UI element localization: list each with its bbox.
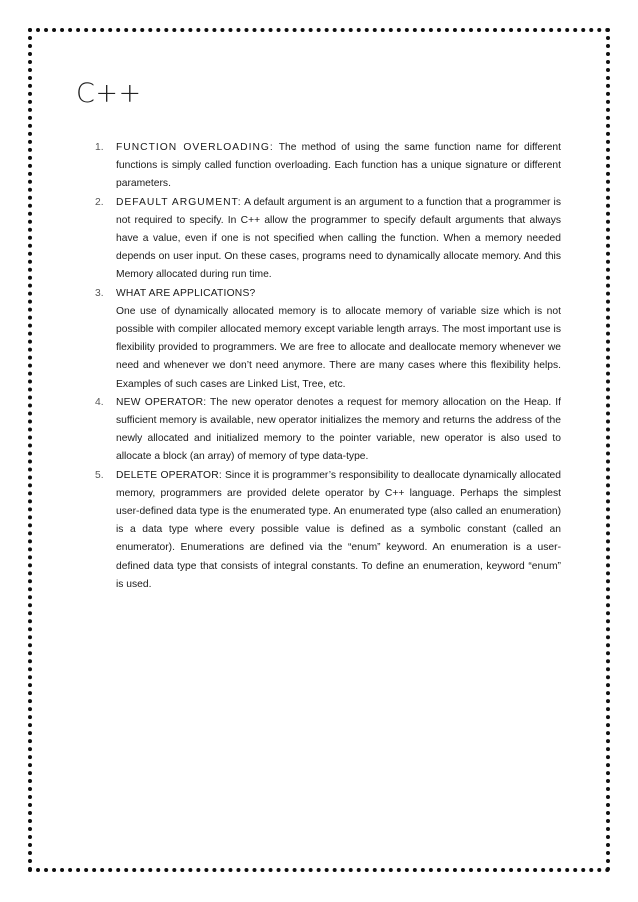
page-title: C++ [76, 78, 142, 109]
list-item-heading: DELETE OPERATOR: [116, 469, 222, 481]
list-item-heading: DEFAULT ARGUMENT: [116, 196, 242, 208]
list-item-text: One use of dynamically allocated memory is to allocate memory of variable size which is not possible with compiler allocated memory except variable length arrays. The most important use is flexibility provided to programmers. We are free to allocate and deallocate memory whenever we need and whenever we don’t need anymore. There are many cases where this flexibility helps. Examples of such cases are Linked List, Tree, etc. [116, 305, 561, 390]
list-item-new-operator [95, 394, 561, 467]
list-item-text: The new operator denotes a request for memory allocation on the Heap. If sufficient memory is available, new operator initializes the memory and returns the address of the newly allocated and initialized memory to the pointer variable, new operator is also used to allocate a block (an array) of memory of type data-type. [116, 396, 561, 463]
list-item-delete-operator [95, 467, 561, 594]
list-item-number: 2. [95, 196, 104, 208]
list-item-number: 4. [95, 396, 104, 408]
list-item-default-argument [95, 194, 561, 285]
list-item-number: 3. [95, 287, 104, 299]
list-item-function-overloading [95, 139, 561, 194]
list-item-heading: FUNCTION OVERLOADING: [116, 142, 274, 153]
list-item-applications [95, 285, 561, 394]
list-item-text: The method of using the same function name for different functions is simply called function overloading. Each function has a unique signature or different parameters. [116, 142, 561, 190]
list-item-text: A default argument is an argument to a function that a programmer is not required to specify. In C++ allow the programmer to specify default arguments that always have a value, even if one is not specified when calling the function. When a memory needed depends on user input. On these cases, programs need to dynamically allocate memory. And this Memory allocated during run time. [116, 196, 561, 281]
content-list [95, 139, 561, 594]
list-item-heading: NEW OPERATOR: [116, 396, 207, 408]
list-item-text: Since it is programmer’s responsibility to deallocate dynamically allocated memory, programmers are provided delete operator by C++ language. Perhaps the simplest user-defined data type is the enumerated type. An enumerated type (also called an enumeration) is a data type where every possible value is defined as a symbolic constant (called an enumerator). Enumerations are defined via the “enum” keyword. An enumeration is a user-defined data type that consists of integral constants. To define an enumeration, keyword “enum” is used. [116, 469, 562, 590]
list-item-number: 1. [95, 142, 104, 153]
list-item-number: 5. [95, 469, 104, 481]
list-item-heading: WHAT ARE APPLICATIONS? [116, 287, 256, 299]
